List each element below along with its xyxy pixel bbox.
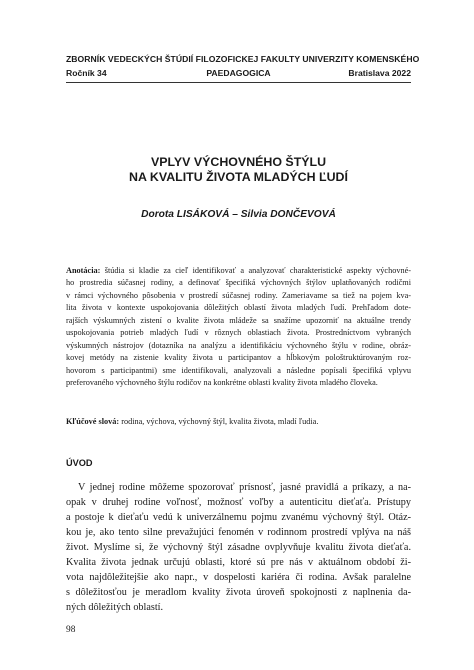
- body-line: s dôležitosťou je meradlom kvality života úroveň spokojnosti z naplnenia da-: [66, 586, 411, 598]
- abstract-line: lita života v kontexte uspokojovania dôležitých oblastí života mladých ľudí. Prehľadom dote-: [66, 303, 411, 313]
- place-year-label: Bratislava 2022: [348, 68, 411, 78]
- abstract-line: uspokojovania potrieb mladých ľudí v rôznych oblastiach života. Prostredníctvom vybraných: [66, 328, 411, 338]
- series-label: PAEDAGOGICA: [206, 68, 271, 78]
- page-number: 98: [66, 625, 76, 635]
- keywords: [66, 417, 411, 426]
- keywords-label: Kľúčové slová:: [66, 417, 120, 426]
- journal-name: ZBORNÍK VEDECKÝCH ŠTÚDIÍ FILOZOFICKEJ FAKULTY UNIVERZITY KOMENSKÉHO: [66, 54, 420, 64]
- keywords-text: rodina, výchova, výchovný štýl, kvalita života, mladí ľudia.: [119, 417, 319, 426]
- body-line: a postoje k dieťaťu vedú k univerzálnemu pojmu zvanému výchovný štýl. Otáz-: [66, 511, 411, 523]
- abstract-line: výskumných nástrojov (dotazníka na analýzu a identifikáciu výchovného štýlu v rodine, obráz-: [66, 340, 411, 350]
- section-heading: ÚVOD: [66, 458, 93, 468]
- abstract-line: hovorom s participantmi) sme identifikovali, analyzovali a následne popísali špecifiká vplyvu: [66, 365, 411, 375]
- abstract-line: ho prostredia súčasnej rodiny, a definovať špecifiká výchovných štýlov uplatňovaných rodičmi: [66, 278, 411, 288]
- body-line: Kvalita života jednak určujú oblasti, ktoré sú pre nás v aktuálnom období ži-: [66, 556, 411, 568]
- body-line: vota najdôležitejšie ako napr., v dospelosti kariéra či rodina. Avšak paralelne: [66, 571, 411, 583]
- body-line: ných dôležitých oblastí.: [66, 601, 164, 613]
- body-line: kou je, ako tento silne prevažujúci fenomén v rodinnom prostredí vplýva na náš: [66, 526, 411, 538]
- authors: Dorota LISÁKOVÁ – Silvia DONČEVOVÁ: [141, 209, 336, 220]
- abstract-line: Anotácia: štúdia si kladie za cieľ identifikovať a analyzovať charakteristické aspekty výchovné-: [66, 266, 411, 275]
- abstract-line: preferovaného výchovného štýlu rodičov na konkrétne oblasti kvality života mladého človeka.: [66, 377, 378, 387]
- title-line: VPLYV VÝCHOVNÉHO ŠTÝLU: [150, 155, 327, 169]
- volume-label: Ročník 34: [66, 68, 107, 78]
- header-row: [66, 68, 411, 80]
- body-line: V jednej rodine môžeme spozorovať prísnosť, jasné pravidlá a príkazy, a na-: [78, 482, 411, 493]
- abstract-line: v rámci výchovného pôsobenia v prostredí súčasnej rodiny. Zameriavame sa tiež na pojem kva-: [66, 290, 411, 300]
- abstract-label: Anotácia:: [66, 266, 101, 275]
- abstract: [66, 265, 411, 389]
- header-rule: [66, 82, 411, 83]
- body-line: život. Myslíme si, že výchovný štýl zásadne ovplyvňuje kvalitu života dieťaťa.: [66, 541, 411, 553]
- body-text: [66, 481, 411, 615]
- title-line: NA KVALITU ŽIVOTA MLADÝCH ĽUDÍ: [129, 170, 348, 184]
- article-title: [66, 155, 411, 185]
- abstract-line: kovej metódy na zistenie kvality života u participantov a hĺbkovým pološtruktúrovaným roz-: [66, 353, 411, 363]
- body-line: opak v druhej rodine voľnosť, možnosť voľby a autenticitu dieťaťa. Prístupy: [66, 496, 411, 508]
- abstract-line: rajších výskumných zistení o kvalite života mládeže sa snažíme upozorniť na aktuálne trendy: [66, 315, 411, 325]
